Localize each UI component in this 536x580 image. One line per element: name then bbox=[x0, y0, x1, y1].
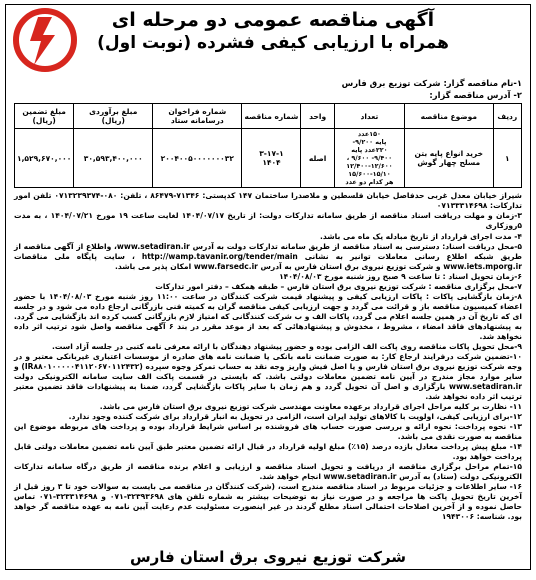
table-row bbox=[15, 129, 522, 188]
cell-row-number: ۱ bbox=[493, 129, 521, 188]
col-count: تعداد bbox=[334, 104, 404, 129]
table-header-row bbox=[15, 104, 522, 129]
count-line: هر کدام دو عدد bbox=[345, 178, 394, 187]
paragraph-5: ۵-محل دریافت اسناد: دسترسی به اسناد مناقصه از طریق سامانه تدارکات دولت به آدرس www.setadiran.ir، واطلاع از آگهی مناقصه از طریق شبکه اطلاع رسانی معاملات توانیر به نشانی http://wamp.tavanir.org/tender/main ، سایت پایگاه ملی مناقصات www.iets.mporg.ir و شرکت توزیع نیروی برق استان فارس به آدرس www.farsedc.ir امکان پذیر می باشد. bbox=[14, 241, 522, 271]
count-line: ۹/۴۰۰- ۹/۶۰۰ ، bbox=[346, 154, 393, 163]
paragraph-16: ۱۶- سایر اطلاعات و جزئیات مربوط در اسناد مناقصه مندرج است، (شرکت کنندگان در مناقصه می بایست به سوالات خود تا ۳ روز قبل از آخرین تاریخ تحویل پاکت ها مراجعه و در صورت نیاز به توضیحات بیشتر به شماره تلفن های ۳۲۳۹۳۶۹۸-۰۷۱ و ۳۲۳۳۱۴۶۹۸-۰۷۱ تماس حاصل نموده و از آخرین اصلاحات احتمالی اسناد مطلع گردند در غیر اینصورت مسئولیت عدم رعایت آیین نامه به عهده مناقصه گر خواهد بود. شناسه: ۱۹۴۳۰۰۶ bbox=[14, 482, 523, 522]
cell-setad-number: ۲۰۰۴۰۰۵۰۰۰۰۰۰۰۳۲ bbox=[153, 129, 242, 188]
tenderer-name: ۱-نام مناقصه گزار: شرکت توزیع برق فارس bbox=[341, 78, 522, 88]
tender-notice bbox=[5, 4, 531, 570]
paragraph-10: ۱۰-تضمین شرکت درفرایند ارجاع کار: به صورت ضمانت نامه بانکی یا ضمانت نامه های صادره از موسسات اعتباری غیربانکی معتبر و در وجه شرکت توزیع نیروی برق استان فارس و یا اصل فیش واریز وجه نقد به حساب تمرکز وجوه سپرده (IR۸۸۰۱۰۰۰۰۰۴۱۱۲۰۶۷۰۱۱۲۴۳۲) و سایر موارد مجاز مندرج در آیین نامه تضمین معاملات دولتی باشد. که بایستی در قسمت پاکت الف سایت سامانه الکترونیکی دولت www.setadiran.ir بارگزاری و اصل آن تحویل گردد و هم زمان با سایر پاکات بازگشایی گردد، ضمنا به پیشنهادات فاقد تضمین معتبر ترتیب اثر داده نخواهد شد. bbox=[14, 351, 522, 401]
notice-header bbox=[6, 5, 530, 77]
count-line: ۱۲/۴۰۰-۱۲/۶۰۰ bbox=[346, 162, 393, 171]
col-estimate: مبلغ برآوردی (ریال) bbox=[74, 104, 153, 129]
cell-guarantee: ۱,۵۲۹,۶۷۰,۰۰۰ bbox=[15, 129, 74, 188]
paragraph-7: ۷-محل برگزاری مناقصه : شرکت توزیع نیروی برق استان فارس – طبقه همکف – دفتر امور تدارکات bbox=[155, 281, 522, 291]
tender-table bbox=[14, 103, 522, 188]
paragraph-6: ۶-زمان تحویل اسناد : تا ساعت ۹ صبح روز شنبه مورخ ۱۴۰۴/۰۸/۰۳ bbox=[279, 271, 522, 281]
cell-count bbox=[334, 129, 404, 188]
count-line: ۱۵۰عدد bbox=[357, 130, 381, 139]
footer-company-name: شرکت توزیع نیروی برق استان فارس bbox=[129, 548, 407, 566]
cell-subject: خرید انواع پایه بتن مسلح چهار گوش bbox=[404, 129, 493, 188]
col-subject: موضوع مناقصه bbox=[404, 104, 493, 129]
cell-tender-number: ۳-۱۷-۱ ۱۴۰۴ bbox=[242, 129, 301, 188]
notice-title bbox=[86, 9, 460, 54]
tenderer-address-label: ۲- آدرس مناقصه گزار: bbox=[429, 90, 522, 101]
col-unit: واحد bbox=[301, 104, 334, 129]
col-setad-number: شماره فراخوان درسامانه ستاد bbox=[153, 104, 242, 129]
cell-unit: اصله bbox=[301, 129, 334, 188]
cell-estimate: ۳۰,۵۹۳,۴۰۰,۰۰۰ bbox=[74, 129, 153, 188]
count-line: پایه ۹/۲۰۰- bbox=[352, 138, 387, 147]
paragraph-9: ۹-محل تحویل پاکات مناقصه روی پاکت الف الزامی بوده و حضور پیشنهاد دهندگان با ارائه معرفی نامه کتبی در جلسه آزاد است. bbox=[51, 341, 522, 351]
paragraph-12: ۱۲-برای ارزیابی کیفی، اولویت با کالاهای تولید ایران است، الزامی در تحویل به انبار قرارداد برای شرکت کننده وجود ندارد. bbox=[68, 412, 522, 422]
paragraph-3: ۳-زمان و مهلت دریافت اسناد مناقصه از طریق سامانه تدارکات دولت: از تاریخ ۱۴۰۴/۰۷/۱۷ لغایت ساعت ۱۹ مورخ ۱۴۰۴/۰۷/۲۱ ، به مدت ۵روزکاری bbox=[14, 211, 522, 231]
title-line-2: همراه با ارزیابی کیفی فشرده (نوبت اول) bbox=[97, 32, 449, 53]
power-company-logo-icon bbox=[12, 7, 78, 73]
paragraph-15: ۱۵-تمام مراحل برگزاری مناقصه از دریافت و تحویل اسناد مناقصه و ارزیابی و اعلام برنده مناقصه از طریق درگاه سامانه تدارکات الکترونیکی دولت (ستاد) به آدرس www.setadiran.ir انجام خواهد شد. bbox=[14, 462, 522, 482]
paragraph-13: ۱۳- نحوه پرداخت: نحوه ارائه و بررسی صورت حساب های فروشنده بر اساس شرایط قرارداد بوده و پرداخت های مربوطه موضوع این مناقصه به صورت نقدی می باشد. bbox=[14, 422, 522, 442]
col-row-number: ردیف bbox=[493, 104, 521, 129]
notice-body bbox=[6, 188, 530, 522]
title-line-1: آگهی مناقصه عمومی دو مرحله ای bbox=[111, 9, 435, 31]
paragraph-4: ۴- مدت اجرای قرارداد از تاریخ مبادله یک ماه می باشد. bbox=[320, 231, 522, 241]
paragraph-11: ۱۱- نظارت بر کلیه مراحل اجرای قرارداد برعهده معاونت مهندسی شرکت توزیع نیروی برق استان فارس می باشد. bbox=[99, 402, 522, 412]
col-tender-number: شماره مناقصه bbox=[242, 104, 301, 129]
paragraph-8: ۸-زمان بازگشایی پاکات : پاکات ارزیابی کیفی و پیشنهاد قیمت شرکت کنندگان در ساعت ۱۱:۰۰ روز شنبه مورخ ۱۴۰۴/۰۸/۰۳ با حضور اعضاء کمیسیون مناقصه باز و قرائت می گردد و جهت ارزیابی کیفی مناقصه گران به کمیته فنی بازرگانی ارجاع داده می شود و در جلسه ای که تاریخ آن در همین جلسه اعلام می گردد، پاکات الف و ب شرکت کنندگانی که امتیاز لازم بازرگانی کسب کرده اند بازگشایی می گردد. به پیشنهادهای فاقد امضاء ، مشروط ، مخدوش و پیشنهادهائی که بعد از موعد مقرر در بند ۶ آگهی مناقصه واصل شود ترتیب اثر داده نخواهد شد. bbox=[14, 291, 522, 341]
paragraph-14: ۱۴- مبلغ پیش پرداخت معادل بازده درصد (۱۵٪) مبلغ اولیه قرارداد در قبال ارائه تضمین معتبر طبق آیین نامه تضمین معاملات دولتی قابل پرداخت خواهد بود. bbox=[14, 442, 523, 462]
paragraph-address: شیراز خیابان معدل غربی حدفاصل خیابان فلسطین و ملاصدرا ساختمان ۱۴۷ کدپستی: ۷۱۳۴۶-۸۶۴۷۹ ، تلفن: ۰۸۰-۰۷۱۳۲۳۹۳۷۴ تلفن امور تدارکات: ۰۷۱۳۳۳۱۴۶۹۸ bbox=[14, 191, 522, 211]
col-guarantee: مبلغ تضمین (ریال) bbox=[15, 104, 74, 129]
count-line: ۱۵/۶۰۰-۱۵/۱۰ bbox=[348, 170, 391, 179]
tender-meta bbox=[6, 77, 530, 101]
count-line: ۲۲۰عدد پایه bbox=[351, 146, 388, 155]
